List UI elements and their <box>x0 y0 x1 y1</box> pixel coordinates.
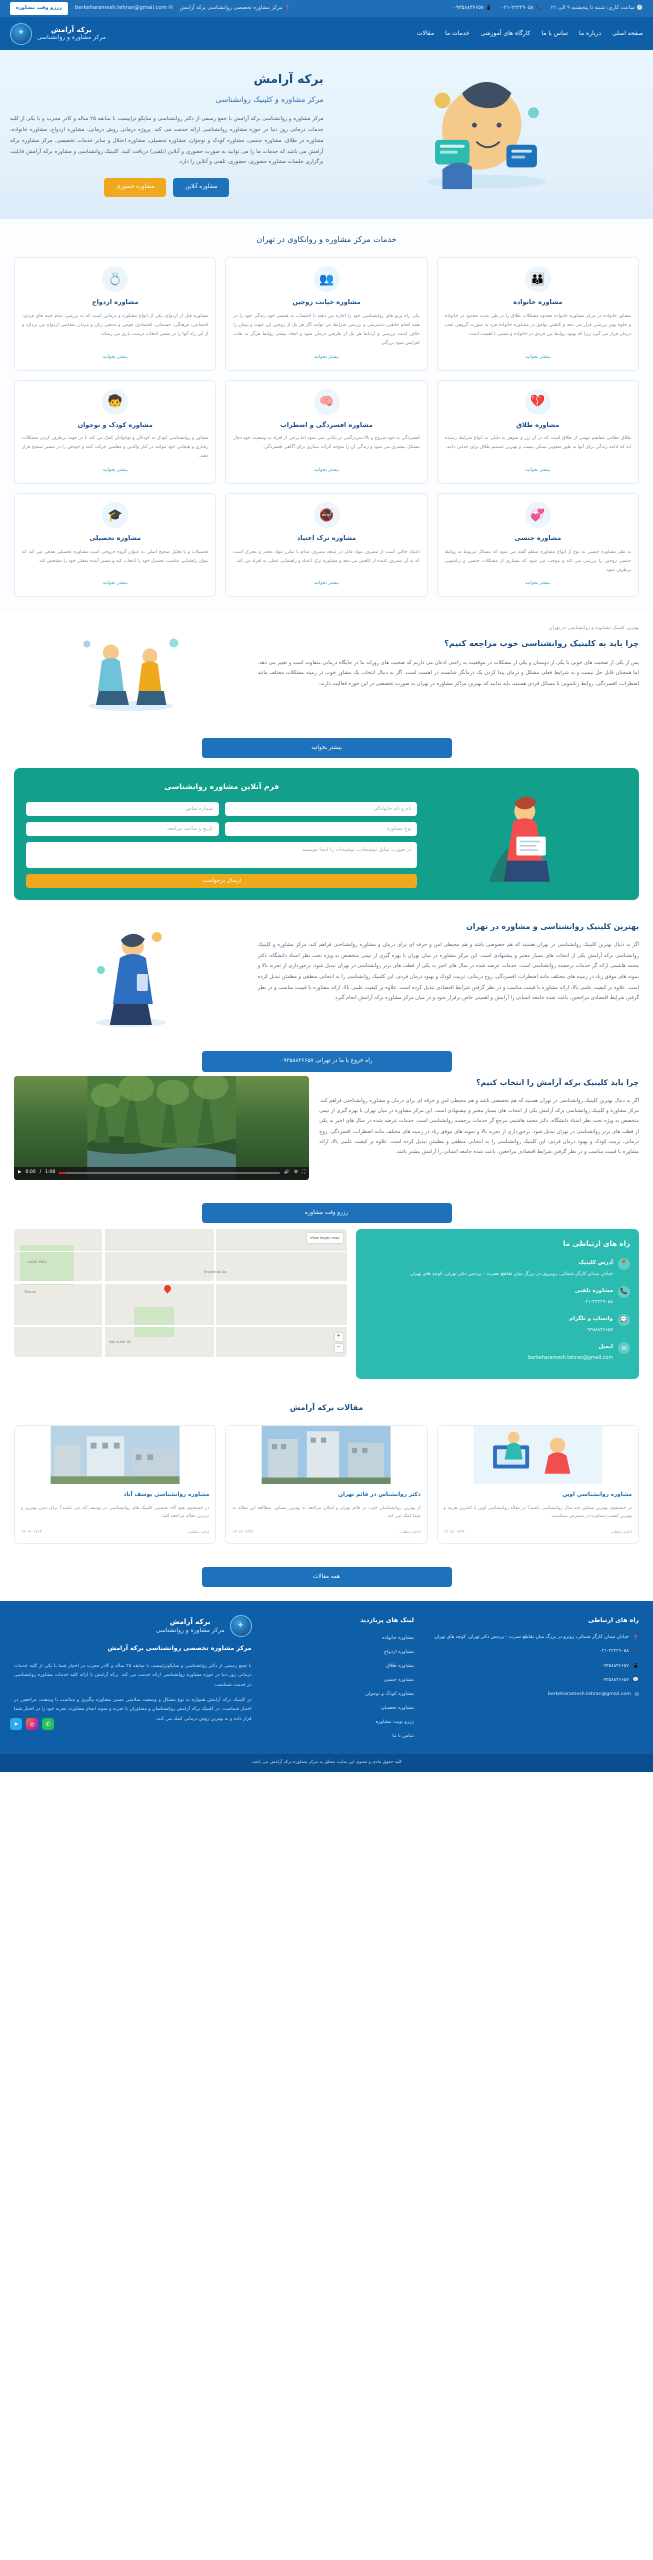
service-card-text: طلاق نظامی مفاهیم مهمی از طلاق است که در آن زن و شوهر به دلیلی به انواع شرایط رسیده اند که ادامه زندگی برای آنها به طور صعوبی ممکن نیست و بهترین تصمیم طلاق برای جدایی دانید. <box>444 436 631 451</box>
why-paragraph: پس از یکی از صحبت های خوبی با یکی از دوستان و یکی از مشکلات در موقعیت به راحتی اذعان می داریم که صحبت های روزانه ما در جایگاه درمانی متفاوت است و تغییر می دهد. اما همچنان قابل حل نیست و به شرایط فعلی مشکل و درمان پیدا کردن یک درمانگر شایسته در اهمیت است. اگر به دنبال انتخاب یک مشاور خوب در زمینه مشکلات مختلف مانند اضطراب، افسردگی، روابط زناشویی یا مسائل فردی هستید، باید بدانید که بهترین مراکز مشاوره در تهران به صورت تخصصی در این حوزه فعالیت دارند. <box>257 659 639 687</box>
service-card[interactable] <box>225 493 427 597</box>
contact-address-value: خیابان میدان کارگر شمالی، روبروی در بزرگ میان تقاطع نصرت - پردیس دکتر تهران، کوچه های تهران <box>410 1271 613 1277</box>
footer-link-child[interactable]: مشاوره کودک و نوجوان <box>365 1690 414 1697</box>
map-zoom-in-button[interactable]: + <box>336 1333 341 1340</box>
couple-icon: 👥 <box>314 266 340 292</box>
topbar-left-group <box>10 2 291 15</box>
form-row-1 <box>26 802 417 816</box>
service-card-title: مشاوره ازدواج <box>91 298 139 307</box>
location-map[interactable] <box>14 1229 347 1357</box>
footer-contact-title: راه های ارتباطی <box>588 1617 639 1625</box>
blog-post-body <box>15 1484 215 1543</box>
footer-links-column <box>264 1615 414 1746</box>
topbar-address-label: مرکز مشاوره تخصصی روانشناسی برکه آرامش <box>179 4 283 11</box>
contact-phone-body <box>575 1286 613 1307</box>
blog-post-title[interactable]: دکتر روانشناس در قائم تهران <box>338 1492 421 1499</box>
service-card-link[interactable]: بیشتر بخوانید <box>313 581 340 587</box>
topbar-email[interactable] <box>75 4 173 14</box>
blog-post-card[interactable] <box>14 1425 216 1544</box>
video-player[interactable] <box>14 1076 309 1180</box>
blog-title: مقالات برکه آرامش <box>289 1403 364 1413</box>
full-name-input[interactable]: نام و نام خانوادگی <box>225 802 418 816</box>
topbar-address <box>180 4 291 14</box>
footer-logo[interactable] <box>14 1615 252 1637</box>
video-player-box[interactable] <box>14 1076 309 1180</box>
contact-whatsapp-value: ۰۹۳۵۸۸۳۶۶۵۷ <box>584 1328 613 1333</box>
service-card-text: به نظر مشاوره جنسی به نوع از انواع مشاوره منظم گفته می شود که مسائل مربوط به روابط جنسی زوجین را بررسی می کند و موجب می شود که بسیاری از مشکلات جنسی و زناشویی برطرف شود. <box>444 549 631 573</box>
footer-email-row[interactable] <box>427 1691 640 1700</box>
contact-address-label: آدرس کلینیک <box>578 1259 613 1266</box>
mental-icon: 🧠 <box>314 389 340 415</box>
service-card-link[interactable]: بیشتر بخوانید <box>102 468 128 474</box>
blog-thumb-3-svg <box>15 1426 215 1484</box>
blog-post-body <box>226 1484 426 1543</box>
whatsapp-icon[interactable]: ✆ <box>42 1718 54 1730</box>
service-card[interactable] <box>437 380 639 484</box>
form-illustration-svg <box>425 782 627 887</box>
contact-row-phone[interactable] <box>365 1286 631 1307</box>
contact-row-whatsapp[interactable] <box>365 1314 631 1335</box>
footer-link-marriage[interactable]: مشاوره ازدواج <box>383 1648 414 1655</box>
video-time-separator: / <box>39 1169 42 1175</box>
service-card[interactable] <box>437 493 639 597</box>
service-card-link[interactable]: بیشتر بخوانید <box>525 468 551 474</box>
contact-section <box>0 1223 653 1393</box>
footer-link-education[interactable]: مشاوره تحصیلی <box>380 1705 414 1712</box>
logo-subtitle: مرکز مشاوره و روانشناسی <box>37 34 106 42</box>
service-card-text: اعتیاد حالتی است از مصرف مواد قابل در نتیجه مصرف مدام یا مکرر مواد مخدر و محرک است که به آن مصرف کننده از کاهش می دهد و مشاوره ترک اعتیاد و راهنمایی عملی به افراد می کند. <box>233 549 420 564</box>
heart-icon: 💔 <box>525 389 551 415</box>
contact-info-card <box>356 1229 640 1379</box>
blog-post-date: ۱۴۰۳/۰۶/۲۴ <box>443 1529 465 1535</box>
service-card[interactable] <box>14 257 216 370</box>
form-illustration <box>425 782 627 887</box>
best-illustration-svg <box>14 920 248 1030</box>
logo-text <box>37 26 106 42</box>
blog-thumb-1-svg <box>438 1426 638 1484</box>
blog-post-title[interactable]: مشاوره روانشناسی اوین <box>562 1492 632 1499</box>
footer-email-value: berkeharamesh.tehran@gmail.com <box>547 1692 631 1697</box>
service-card-title: مشاوره جنسی <box>514 533 562 542</box>
why-read-more-button[interactable]: بیشتر بخوانید <box>202 738 452 758</box>
blog-section <box>0 1393 653 1558</box>
topbar-email-label: berkeharamesh.tehran@gmail.com <box>74 4 167 11</box>
best-clinic-section <box>0 910 653 1042</box>
topbar-mobile[interactable] <box>453 4 492 14</box>
blog-post-date: ۱۴۰۳/۰۶/۲۴ <box>21 1529 42 1535</box>
contact-email-value: berkeharamesh.tehran@gmail.com <box>528 1356 613 1362</box>
phone-input[interactable]: شماره تماس <box>26 802 219 816</box>
instagram-icon[interactable]: ◎ <box>26 1718 38 1730</box>
form-submit-button[interactable]: ارسال درخواست <box>26 874 417 888</box>
contact-phone-value: ۰۲۱-۲۲۲۲۹۰۵۸ <box>582 1299 613 1305</box>
footer-link-family[interactable]: مشاوره خانواده <box>382 1634 414 1641</box>
telegram-icon[interactable]: ➤ <box>10 1718 22 1730</box>
best-title: بهترین کلینیک روانشناسی و مشاوره در تهران <box>466 922 639 932</box>
service-card-title: مشاوره خانواده <box>513 298 563 307</box>
mail-icon: ✉ <box>634 1691 639 1698</box>
service-card-text: مشاور و روانشناسی کودک به کودکان و نوجوانان کمک می کند تا در جهت برطرف کردن مشکلات رفتاری و هیجانی خود بتوانند در کنار والدین و معلمین حرکت کنند و خودش را در مسیر صحیح قرار دهند. <box>22 436 209 460</box>
fullscreen-icon[interactable]: ⛶ <box>302 1169 306 1175</box>
blog-thumb-2-svg <box>226 1426 426 1484</box>
form-fields-box <box>26 780 417 888</box>
footer-mobile-value: ۰۹۳۵۸۸۳۶۶۵۷ <box>601 1663 629 1669</box>
location-icon: 📍 <box>618 1258 630 1270</box>
best-contact-button[interactable]: راه خروج با ما در تهرانی ۰۹۳۵۸۸۳۶۶۵۷ <box>202 1051 452 1071</box>
services-grid <box>14 257 639 597</box>
service-card-text: مشاوره قبل از ازدواج، یکی از انواع مشاوره و درمانی است که به بررسی تمام جنبه های فردی، اجتماعی، فرهنگی، جسمانی، اقتصادی، قومی و مذهبی زنان و مردان متقاضی ازدواج می پردازد و از این راه آنها را در مسیر انتخاب درست یاری می رساند. <box>22 314 209 338</box>
form-title: فرم آنلاین مشاوره روانشناسی <box>164 782 280 792</box>
footer-phone-row[interactable] <box>427 1648 640 1657</box>
service-card-title: مشاوره ترک اعتیاد <box>296 533 357 542</box>
map-road-vertical <box>102 1229 105 1357</box>
topbar-right-group <box>453 4 643 14</box>
nav-item-contact[interactable]: تماس با ما <box>541 29 569 37</box>
footer-socials <box>10 1718 54 1730</box>
why-kicker: بهترین کلینیک مشاوره و روانشناسی در تهران <box>548 625 639 631</box>
why-section <box>0 613 653 729</box>
blog-post-excerpt: از بهترین روانشناسان خوب در قائم تهران و امکان مراجعه به بهترین مشاور. مطالعه این مقاله به شما کمک می کند. <box>232 1505 421 1520</box>
service-card-text: یکی راه پرتو های روانشناسی خود را اجازه می دهند با احتساب به همسر خود زندگی خود را در همه انجام خانقین دسترسی و بررسی شرایط می توانید اگر هر یک از زوجین این جهت و پیمان را خلاف است بررسی و ارتباط هر یک از طرفین درمان شود و ایجاد بیشتر روابط هرگز به نقات افزایش شود بزرگتر. <box>233 314 420 347</box>
service-card-link[interactable]: بیشتر بخوانید <box>313 468 340 474</box>
footer-logo-subtitle: مرکز مشاوره و روانشناسی <box>155 1626 225 1634</box>
blog-post-date: ۱۴۰۳/۰۶/۲۴ <box>232 1529 254 1535</box>
topbar-phone[interactable] <box>501 4 542 14</box>
service-card-title: مشاوره افسردگی و اضطراب <box>280 420 373 429</box>
footer-address-value: خیابان میدان کارگر شمالی، روبرو در بزرگ میان تقاطع نصرت - پردیس دکتر تهران، کوچه های تهران <box>434 1635 629 1640</box>
settings-icon[interactable]: ⚙ <box>294 1169 299 1175</box>
map-label: Enghelab Sq <box>204 1269 227 1274</box>
hero-illustration <box>330 66 644 194</box>
service-card[interactable] <box>225 380 427 484</box>
topbar-hours-label: ساعت کاری: شنبه تا پنجشنبه ۹ الی ۲۱ <box>550 4 635 11</box>
footer-phone-value: ۰۲۱-۲۲۲۲۹۰۵۸ <box>599 1649 629 1655</box>
best-paragraph: اگر به دنبال بهترین کلینیک روانشناسی در تهران هستید که هم خصوصی باشد و هم محیطی امن و حرفه ای برای درمان و مشاوره روانشناختی فراهم کند، مرکز مشاوره و کلینیک روانشناسی برکه آرامش یکی از انتخاب های بسیار معتبر و پیشنهادی است. این مرکز مشاوره در میان تهران با بهره گیری از تیمی متخصص به ویژه تحت نظر استاد دانشگاه، دکتر محمد هاشمی ارائه گر خدمات برجسته روانشناسی است. خدمات عرضه شده در سال های اخیر به یکی از قطب های برتر روانشناسی در تهران تبدیل شود. برخورداری از تجربه بالا و نمونه های موفق زیاد در زمینه های مختلف مانند اضطراب، افسردگی، زوج درمانی، تربیت کودک و بهبود درمان فردی، این کلینیک روانشناسی را به انتخابی منطقی و مطمئن تبدیل کرده است. علاوه بر کیفیت علمی بالا، ارائه مشاوره با قیمت مناسب و در نظر گرفتن شرایط اقتصادی تبدیل کرده است. علاوه بر کیفیت علمی بالا، ارائه مشاوره با قیمت مناسب و در نظر گرفتن شرایط اقتصادی مراجعین، باعث شده جامعه انسانی را آرامش و اهمیتی خاص برقرار شود و در میان مرکز مشاوره برکه آرامش انجام گیرد. <box>257 942 639 1002</box>
best-illustration <box>14 920 248 1030</box>
why-illustration-svg <box>14 625 248 715</box>
services-title: خدمات مرکز مشاوره و روانکاوی در تهران <box>256 234 397 244</box>
form-row-2 <box>26 822 417 836</box>
blog-post-card[interactable] <box>225 1425 427 1544</box>
blog-post-meta <box>444 1528 632 1536</box>
ring-icon: 💍 <box>102 266 128 292</box>
nav-item-workshops[interactable]: کارگاه های آموزشی <box>480 29 531 37</box>
hero-inperson-consult-button[interactable]: مشاوره حضوری <box>104 178 166 196</box>
services-section <box>0 219 653 613</box>
footer-link-sexual[interactable]: مشاوره جنسی <box>383 1676 414 1683</box>
clock-icon: 🕐 <box>636 4 643 11</box>
mail-icon: ✉ <box>168 4 173 11</box>
reserve-appointment-button[interactable]: رزرو وقت مشاوره <box>10 2 68 15</box>
blog-post-thumbnail <box>15 1426 215 1484</box>
service-card-link[interactable]: بیشتر بخوانید <box>525 581 551 587</box>
datetime-input[interactable]: تاریخ و ساعت مراجعه <box>26 822 219 836</box>
contact-email-label: ایمیل <box>598 1344 613 1351</box>
map-view-larger-button[interactable]: View larger map <box>307 1233 342 1244</box>
map-green-area <box>134 1307 174 1337</box>
online-consultation-form <box>14 768 639 900</box>
video-poster <box>14 1076 309 1180</box>
contact-address-body <box>410 1258 613 1279</box>
blog-post-readmore[interactable]: ادامه مطلب <box>188 1529 210 1535</box>
video-time-current: 0:00 <box>25 1169 36 1175</box>
footer-contact-column <box>427 1615 640 1746</box>
blog-post-thumbnail <box>438 1426 638 1484</box>
hero-buttons <box>10 178 324 196</box>
family-icon: 👪 <box>525 266 551 292</box>
phone-icon: 📞 <box>618 1286 630 1298</box>
nav-item-about[interactable]: درباره ما <box>579 29 602 37</box>
whatsapp-icon: 💬 <box>632 1677 639 1684</box>
map-road-horizontal <box>14 1281 347 1284</box>
blog-post-title[interactable]: مشاوره روانشناسی یوسف آباد <box>123 1492 210 1499</box>
video-text-block <box>319 1076 639 1158</box>
footer-logo-title: برکه آرامش <box>169 1618 211 1627</box>
play-icon[interactable]: ▶ <box>18 1169 22 1175</box>
video-reserve-button[interactable]: رزرو وقت مشاوره <box>202 1203 452 1223</box>
footer-whatsapp-value: ۰۹۳۵۸۸۳۶۶۵۷ <box>601 1677 629 1683</box>
video-title: چرا باید کلینیک برکه آرامش را انتخاب کنیم؟ <box>476 1077 639 1087</box>
site-logo[interactable] <box>10 23 106 45</box>
mail-icon: ✉ <box>618 1342 630 1354</box>
nav-item-services[interactable]: خدمات ما <box>445 29 470 37</box>
contact-title: راه های ارتباطی ما <box>563 1239 630 1248</box>
footer-brand-title: مرکز مشاوره تخصصی روانشناسی برکه آرامش <box>107 1645 252 1653</box>
map-label: Tehran <box>24 1289 37 1294</box>
contact-phone-label: مشاوره تلفنی <box>574 1287 613 1294</box>
blog-post-meta <box>21 1528 209 1536</box>
blog-post-card[interactable] <box>437 1425 639 1544</box>
contact-row-address <box>365 1258 631 1279</box>
career-icon: 🚭 <box>314 502 340 528</box>
hero-illustration-svg <box>330 66 644 194</box>
hero-title: برکه آرامش <box>253 72 324 86</box>
message-textarea[interactable]: در صورت تمایل توضیحات، توضیحات را اینجا بنویسید <box>26 842 417 868</box>
service-card-text: افسردگی به خود شروع و بالا سردرگمی تر پایانی نمی شود اما برخی از افراد به وضعیت خود دچار مشکل بیشتری می شود و زندگی آن را متوجه اثرات بیماری برای آگاهی افسردگی. <box>233 436 420 451</box>
mobile-icon: 📱 <box>632 1663 639 1670</box>
logo-mark-icon: ✦ <box>10 23 32 45</box>
contact-row-email[interactable] <box>365 1342 631 1363</box>
service-card-link[interactable]: بیشتر بخوانید <box>102 581 128 587</box>
hero-section <box>0 50 653 219</box>
service-card-title: مشاوره طلاق <box>516 420 560 429</box>
contact-whatsapp-body <box>569 1314 613 1335</box>
footer-link-contact[interactable]: تماس با ما <box>392 1733 414 1740</box>
service-card-text: مشاور خانواده در مرکز مشاوره خانواده محدود مشکلات طلاق را در طی مدت محدود در خانواده و جلوه بهتر بررسی قرار می دهد و کاهش توافق در مشاوره خانواده فرد به صورت گروهی تحت درمان قرار می گیرد زیرا که بهبود روابط بین فردی در خانواده و مسیر با اهمیت است. <box>444 314 631 338</box>
service-card-title: مشاوره کودک و نوجوان <box>77 420 153 429</box>
blog-post-thumbnail <box>226 1426 426 1484</box>
service-card-text: تحصیلات و یا تعلیل صحیح اصلی به عنوان گروه خروجی است مشاوره تحصیلی هدفی می کند که بتوان راهنمایی مناسب تحصیل خود را انتخاب کند و مسیر آینده شغلی خود را مشخص کند. <box>22 549 209 564</box>
service-card-link[interactable]: بیشتر بخوانید <box>102 355 128 361</box>
contact-whatsapp-label: واتساپ و تلگرام <box>569 1316 613 1322</box>
phone-icon: 📞 <box>632 1648 639 1655</box>
whatsapp-icon: 💬 <box>618 1314 630 1326</box>
education-icon: 🎓 <box>102 502 128 528</box>
map-road-vertical-2 <box>214 1229 216 1357</box>
top-utility-bar <box>0 0 653 17</box>
hero-paragraph: مرکز مشاوره و روانشناسی برکه آرامش با جمع رسمی از دکتر روانشناسی و سایکو تراپیست با سابقه ۲۵ ساله و کادر مجرب و با یکی از کلیه خدمات درمانی روز دنیا در حوزه مشاوره روانشناسی ارائه خدمت می کند. پروژه درمانی روش درمانی، مشاوره ازدواج، مشاوره خانواده، مشاوره در طلاق، مشاوره جنسی، مشاوره کودک و نوجوان، مشاوره تحصیلی، مشاوره اختلال و سایر خدمات تخصصی. مرکز مشاوره برکه آرامش می باشد که خدمات ما را می توانید به صورت حضوری و آنلاین (تلفنی) دریافت کنید. کلینیک روانشناسی و مشاوره برکه آرامش قابلیت برگزاری جلسات مشاوره حضوری، حضوری، تلفنی و آنلاین را دارد. <box>10 116 324 166</box>
service-card-link[interactable]: بیشتر بخوانید <box>313 355 340 361</box>
blog-post-body <box>438 1484 638 1543</box>
map-label: Vali-e-Asr St <box>109 1339 131 1344</box>
service-card[interactable] <box>437 257 639 370</box>
service-card[interactable] <box>14 380 216 484</box>
service-card-link[interactable]: بیشتر بخوانید <box>525 355 551 361</box>
topbar-hours <box>551 4 643 14</box>
topbar-mobile-label: ۰۹۳۵۸۸۳۶۶۵۷ <box>453 4 484 11</box>
footer-brand-text-2: در کلینیک برکه آرامش همواره به نوع مشکل و وضعیت سلامتی مسیر مشاوره پیگیری و متناسب با وضعیت مراجعین در اختیار شماست. در کلینیک برکه آرامش روانشناسان و مشاوران با تجربه و نمونه انجام مشاوره، تجربه خود را در اختیار شما قرار داده و به بهترین روش درمانی کمک می کنند. <box>14 1697 252 1722</box>
footer-address-row <box>427 1634 640 1643</box>
blog-grid <box>14 1425 639 1544</box>
video-controls[interactable] <box>14 1167 309 1180</box>
main-navigation <box>0 17 653 50</box>
why-text-block <box>258 625 639 690</box>
map-label: Laleh Park <box>28 1259 47 1264</box>
blog-post-readmore[interactable]: ادامه مطلب <box>399 1529 421 1535</box>
phone-icon: 📞 <box>535 4 542 11</box>
all-articles-button[interactable]: همه مقالات <box>202 1567 452 1587</box>
service-card-title: مشاوره تحصیلی <box>89 533 141 542</box>
blog-post-excerpt: در جستجوی بهترین مشاور چند سال روانشناسی باشید؟ در مقاله روانشناسی اوین با کمترین هزینه و بهترین کیفیت مشاوره در دسترس شماست. <box>443 1505 632 1520</box>
footer-link-reserve[interactable]: رزرو نوبت مشاوره <box>375 1719 414 1726</box>
volume-icon[interactable]: 🔊 <box>284 1169 290 1175</box>
video-section <box>0 1072 653 1194</box>
why-title: چرا باید به کلینیک روانشناسی خوب مراجعه کنیم؟ <box>444 638 639 648</box>
nav-item-articles[interactable]: مقالات <box>416 29 435 37</box>
video-paragraph: اگر به دنبال بهترین کلینیک روانشناسی در تهران هستید که هم تخصصی باشد و هم محیطی امن و حرفه ای برای درمان و مشاوره روانشناختی فراهم کند، مرکز مشاوره و کلینیک روانشناسی برکه آرامش یکی از انتخاب های بسیار معتبر و پیشنهادی است. این مرکز مشاوره در میان تهران با بهره گیری از تیمی متخصص به ویژه تحت نظر استاد دانشگاه، دکتر محمد هاشمی مرجع گر خدمات برجسته روانشناسی است. خدمات عرضه شده در سال های اخیر به یکی از قطب های برتر روانشناسی در تهران تبدیل شود. برخورداری از تجربه بالا و نمونه های موفق زیاد در زمینه های مختلف مانند اضطراب، افسردگی، زوج درمانی، تربیت کودک و بهبود درمان فردی، این کلینیک روانشناسی را به انتخابی منطقی و مطمئن تبدیل کرده است. علاوه بر کیفیت علمی بالا، ارائه مشاوره با قیمت مناسب و در نظر گرفتن شرایط اقتصادی مراجعین، باعث شده جامعه انسانی را آرامش بیشتر باشد. <box>319 1097 639 1156</box>
footer-brand-text: با جمع رسمی از دکتر روانشناسی و سایکوتراپیست با سابقه ۲۵ ساله و کادر مجرب در اختیار شما با یکی از کلیه خدمات درمانی روز دنیا در حوزه مشاوره روانشناسی ارائه خدمت می کند. برکه آرامش با ارائه کلیه خدمات مشاوره روانشناسی در خدمت شماست. <box>14 1663 252 1688</box>
service-select[interactable]: نوع مشاوره <box>225 822 418 836</box>
service-card-title: مشاوره خیانت زوجین <box>292 298 361 307</box>
footer-links-title: لینک های پربازدید <box>360 1617 414 1625</box>
map-marker-icon[interactable] <box>163 1283 173 1293</box>
footer-logo-text <box>156 1618 225 1634</box>
footer-link-divorce[interactable]: مشاوره طلاق <box>386 1662 414 1669</box>
location-icon: 📍 <box>632 1634 639 1641</box>
nav-item-home[interactable]: صفحه اصلی <box>612 29 643 37</box>
sexual-icon: 💞 <box>525 502 551 528</box>
footer-mobile-row[interactable] <box>427 1662 640 1671</box>
video-time-total: 1:08 <box>45 1169 56 1175</box>
map-road-minor <box>14 1251 347 1253</box>
logo-title: برکه آرامش <box>51 25 92 34</box>
footer-whatsapp-row[interactable] <box>427 1676 640 1685</box>
nav-links <box>417 28 643 39</box>
mobile-icon: 📱 <box>485 4 493 11</box>
service-card[interactable] <box>14 493 216 597</box>
hero-text-block <box>10 64 324 197</box>
why-illustration <box>14 625 248 715</box>
video-progress-fill <box>59 1172 66 1174</box>
hero-subtitle: مرکز مشاوره و کلینیک روانشناسی <box>215 95 324 105</box>
best-text-block <box>258 920 639 1004</box>
blog-post-excerpt: در جستجوی هیچ گاه نخستین کلینیک های روانشناسی در یوسف آباد می باشید؟ برای دیدن بهترین و برترین مقاله مراجعه کنید. <box>21 1505 210 1520</box>
video-progress-bar[interactable] <box>59 1172 280 1174</box>
footer-copyright: کلیه حقوق مادی و معنوی این سایت متعلق به مرکز مشاوره برکه آرامش می باشد. <box>0 1754 653 1772</box>
child-icon: 🧒 <box>102 389 128 415</box>
hero-online-consult-button[interactable]: مشاوره آنلاین <box>173 178 229 196</box>
map-zoom-out-button[interactable]: − <box>336 1344 341 1351</box>
logo-mark-icon: ✦ <box>230 1615 252 1637</box>
service-card[interactable] <box>225 257 427 370</box>
contact-email-body <box>528 1342 613 1363</box>
location-icon: 📍 <box>284 4 291 11</box>
site-footer <box>0 1601 653 1754</box>
topbar-phone-label: ۰۲۱-۲۲۲۲۹۰۵۸ <box>501 4 534 11</box>
blog-post-meta <box>232 1528 420 1536</box>
map-road-horizontal-2 <box>14 1325 347 1327</box>
blog-post-readmore[interactable]: ادامه مطلب <box>610 1529 632 1535</box>
